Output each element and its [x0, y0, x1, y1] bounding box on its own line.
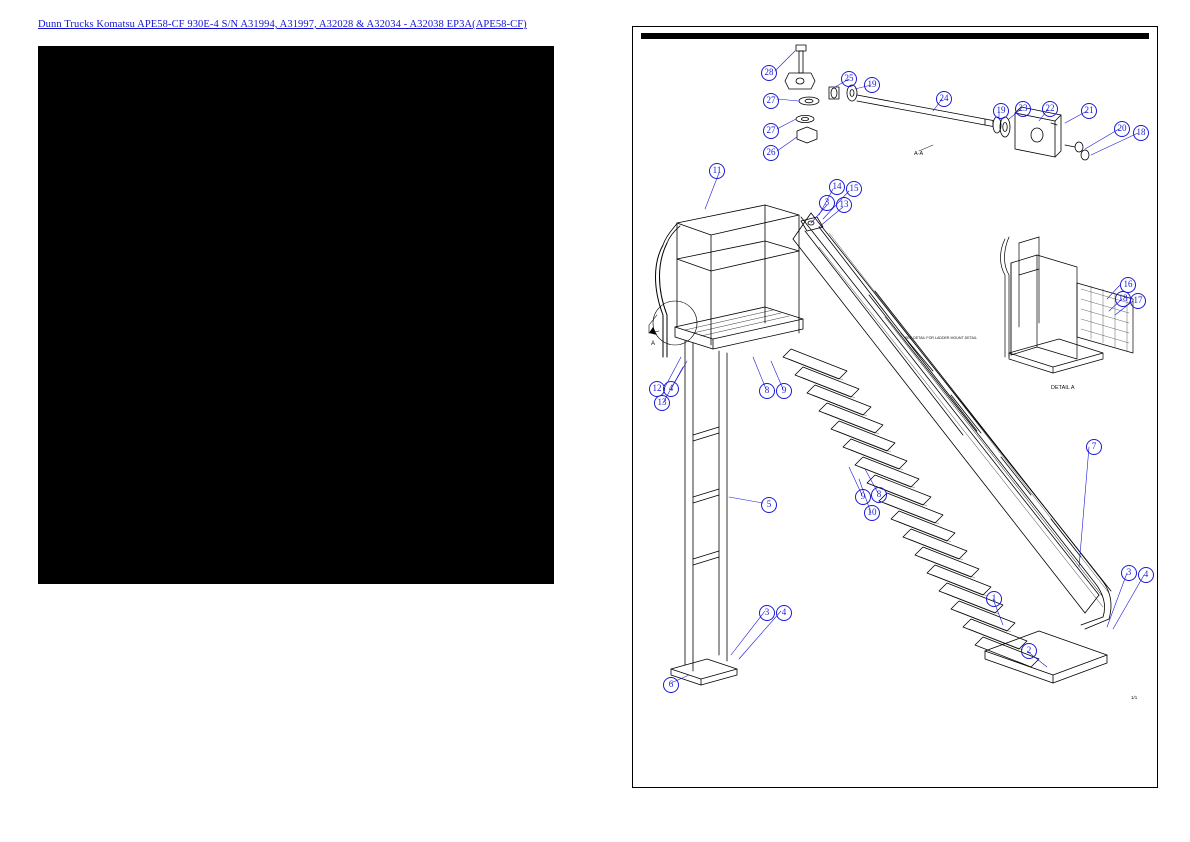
callout-6 — [663, 677, 679, 693]
callout-8 — [759, 383, 775, 399]
callout-number: 17 — [1130, 293, 1146, 309]
callout-number: 24 — [936, 91, 952, 107]
image-placeholder-black — [38, 46, 554, 584]
callout-19 — [993, 103, 1009, 119]
callout-number: 19 — [993, 103, 1009, 119]
callout-number: 18 — [1133, 125, 1149, 141]
callout-number: 3 — [759, 605, 775, 621]
callout-3 — [819, 195, 835, 211]
callout-5 — [761, 497, 777, 513]
callout-2 — [1021, 643, 1037, 659]
callout-number: 5 — [761, 497, 777, 513]
callout-14 — [829, 179, 845, 195]
callout-11 — [709, 163, 725, 179]
callout-8 — [871, 487, 887, 503]
svg-text:SEE DETAIL FOR LADDER MOUNT DE: SEE DETAIL FOR LADDER MOUNT DETAIL — [905, 336, 977, 340]
document-title-line1: Dunn Trucks Komatsu APE58-CF 930E-4 S/N A31994, A31997, A32028 & A32034 - A32038 — [38, 19, 444, 30]
callout-13 — [836, 197, 852, 213]
callout-number: 22 — [1042, 101, 1058, 117]
callout-number: 10 — [864, 505, 880, 521]
callout-number: 2 — [1021, 643, 1037, 659]
callout-3 — [1121, 565, 1137, 581]
callout-number: 12 — [649, 381, 665, 397]
callout-24 — [936, 91, 952, 107]
callout-number: 4 — [1138, 567, 1154, 583]
drawing-pane — [632, 26, 1158, 788]
callout-4 — [1138, 567, 1154, 583]
document-pane — [38, 18, 554, 584]
callout-number: 6 — [663, 677, 679, 693]
callout-number: 13 — [836, 197, 852, 213]
callout-1 — [986, 591, 1002, 607]
callout-number: 8 — [871, 487, 887, 503]
callout-number: 13 — [654, 395, 670, 411]
callout-number: 14 — [829, 179, 845, 195]
callout-4 — [776, 605, 792, 621]
callout-13 — [654, 395, 670, 411]
callout-27 — [763, 93, 779, 109]
callout-number: 19 — [864, 77, 880, 93]
callout-number: 8 — [759, 383, 775, 399]
callout-number: 3 — [1121, 565, 1137, 581]
callout-20 — [1114, 121, 1130, 137]
callout-number: 28 — [761, 65, 777, 81]
callout-7 — [1086, 439, 1102, 455]
callout-28 — [761, 65, 777, 81]
callout-9 — [776, 383, 792, 399]
svg-text:A-A: A-A — [914, 151, 924, 157]
callout-number: 25 — [841, 71, 857, 87]
callout-number: 15 — [846, 181, 862, 197]
callout-17 — [1130, 293, 1146, 309]
callout-number: 21 — [1081, 103, 1097, 119]
callout-15 — [846, 181, 862, 197]
callout-number: 27 — [763, 93, 779, 109]
callout-number: 3 — [819, 195, 835, 211]
callout-21 — [1081, 103, 1097, 119]
svg-text:DETAIL A: DETAIL A — [1051, 385, 1075, 391]
callout-10 — [864, 505, 880, 521]
callout-number: 26 — [763, 145, 779, 161]
callout-22 — [1042, 101, 1058, 117]
callout-number: 23 — [1015, 101, 1031, 117]
callout-number: 9 — [776, 383, 792, 399]
callout-number: 16 — [1120, 277, 1136, 293]
callout-25 — [841, 71, 857, 87]
document-title-link[interactable] — [38, 18, 554, 31]
svg-text:1/1: 1/1 — [1131, 695, 1138, 700]
callout-number: 9 — [855, 489, 871, 505]
document-title-line2: EP3A(APE58-CF) — [446, 19, 527, 30]
callout-23 — [1015, 101, 1031, 117]
callout-number: 4 — [663, 381, 679, 397]
callout-27 — [763, 123, 779, 139]
callout-number: 4 — [776, 605, 792, 621]
callout-26 — [763, 145, 779, 161]
callout-number: 18 — [1115, 291, 1131, 307]
callout-number: 20 — [1114, 121, 1130, 137]
stair-assembly-drawing — [633, 27, 1157, 787]
callout-18 — [1115, 291, 1131, 307]
callout-19 — [864, 77, 880, 93]
callout-number: 1 — [986, 591, 1002, 607]
callout-number: 7 — [1086, 439, 1102, 455]
callout-18 — [1133, 125, 1149, 141]
callout-9 — [855, 489, 871, 505]
svg-text:A: A — [651, 341, 656, 347]
callout-number: 11 — [709, 163, 725, 179]
callout-number: 27 — [763, 123, 779, 139]
callout-3 — [759, 605, 775, 621]
